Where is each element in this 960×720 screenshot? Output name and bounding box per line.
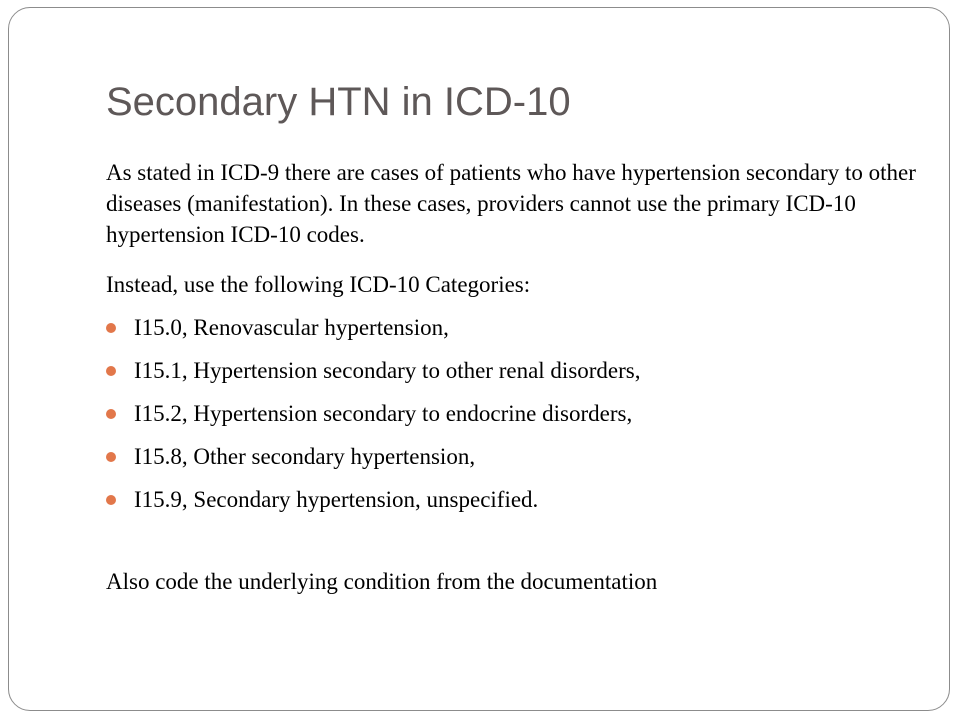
list-item-text: I15.9, Secondary hypertension, unspecified. — [134, 487, 539, 512]
list-item-text: I15.8, Other secondary hypertension, — [134, 444, 476, 469]
bullet-icon — [106, 409, 116, 419]
instead-paragraph: Instead, use the following ICD-10 Categories: — [106, 272, 531, 297]
list-item-text: I15.2, Hypertension secondary to endocrine disorders, — [134, 401, 633, 426]
footer-note: Also code the underlying condition from the documentation — [106, 569, 658, 594]
list-item — [106, 441, 641, 484]
intro-paragraph: As stated in ICD-9 there are cases of patients who have hypertension secondary to other diseases (manifestation). In these cases, providers cannot use the primary ICD-10 hypertension ICD-10 codes. — [106, 160, 916, 247]
list-item — [106, 398, 641, 441]
icd-category-list — [106, 312, 641, 527]
slide-title: Secondary HTN in ICD-10 — [106, 80, 571, 124]
list-item — [106, 355, 641, 398]
list-item-text: I15.1, Hypertension secondary to other renal disorders, — [134, 358, 641, 383]
list-item-text: I15.0, Renovascular hypertension, — [134, 315, 449, 340]
bullet-icon — [106, 366, 116, 376]
bullet-icon — [106, 323, 116, 333]
list-item — [106, 484, 641, 527]
list-item — [106, 312, 641, 355]
bullet-icon — [106, 452, 116, 462]
bullet-icon — [106, 495, 116, 505]
